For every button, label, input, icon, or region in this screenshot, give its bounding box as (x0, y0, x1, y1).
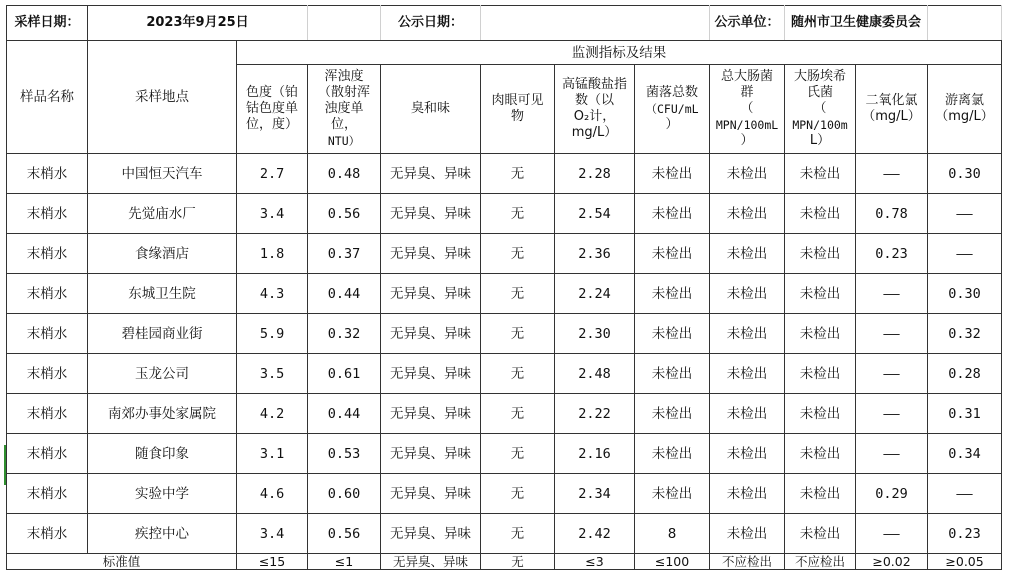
cell-location: 先觉庙水厂 (88, 194, 237, 234)
table-row (7, 434, 1002, 474)
cell-free-chlorine: 0.28 (928, 354, 1002, 394)
header-line: 二氧化氯 (865, 93, 918, 108)
cell-sample-name: 末梢水 (7, 474, 88, 514)
cell-permanganate: 2.36 (555, 234, 635, 274)
col-turbidity (308, 65, 381, 154)
cell-turbidity: 0.56 (308, 194, 381, 234)
cell-colonies: 未检出 (635, 154, 710, 194)
col-chlorine-dioxide (856, 65, 928, 154)
cell-sample-name: 末梢水 (7, 434, 88, 474)
standard-color: ≤15 (237, 554, 308, 570)
table-row (7, 194, 1002, 234)
cell-sample-name: 末梢水 (7, 194, 88, 234)
cell-visible: 无 (481, 274, 555, 314)
header-line: 大肠埃希 (794, 69, 847, 84)
table-row (7, 274, 1002, 314)
group-title: 监测指标及结果 (237, 41, 1002, 65)
cell-odor: 无异臭、异味 (381, 474, 481, 514)
cell-visible: 无 (481, 474, 555, 514)
cell-colonies: 未检出 (635, 354, 710, 394)
cell-permanganate: 2.34 (555, 474, 635, 514)
cell-total-coliform: 未检出 (710, 314, 785, 354)
cell-odor: 无异臭、异味 (381, 514, 481, 554)
col-permanganate (555, 65, 635, 154)
cell-total-coliform: 未检出 (710, 514, 785, 554)
standard-label: 标准值 (7, 554, 237, 570)
cell-chlorine-dioxide: —— (856, 394, 928, 434)
standard-ecoli: 不应检出 (785, 554, 856, 570)
cell-location: 随食印象 (88, 434, 237, 474)
cell-odor: 无异臭、异味 (381, 154, 481, 194)
cell-colonies: 未检出 (635, 474, 710, 514)
cell-ecoli: 未检出 (785, 314, 856, 354)
cell-location: 碧桂园商业街 (88, 314, 237, 354)
cell-free-chlorine: 0.30 (928, 274, 1002, 314)
cell-odor: 无异臭、异味 (381, 234, 481, 274)
col-color (237, 65, 308, 154)
cell-location: 疾控中心 (88, 514, 237, 554)
cell-ecoli: 未检出 (785, 394, 856, 434)
cell-sample-name: 末梢水 (7, 354, 88, 394)
cell-ecoli: 未检出 (785, 354, 856, 394)
cell-colonies: 未检出 (635, 434, 710, 474)
col-odor: 臭和味 (381, 65, 481, 154)
cell-total-coliform: 未检出 (710, 154, 785, 194)
standard-permanganate: ≤3 (555, 554, 635, 570)
table-row (7, 514, 1002, 554)
cell-turbidity: 0.61 (308, 354, 381, 394)
col-colonies (635, 65, 710, 154)
cell-odor: 无异臭、异味 (381, 274, 481, 314)
cell-total-coliform: 未检出 (710, 354, 785, 394)
col-free-chlorine (928, 65, 1002, 154)
col-total-coliform (710, 65, 785, 154)
header-line: （CFU/mL (645, 102, 699, 116)
cell-visible: 无 (481, 354, 555, 394)
cell-visible: 无 (481, 194, 555, 234)
cell-total-coliform: 未检出 (710, 194, 785, 234)
cell-sample-name: 末梢水 (7, 314, 88, 354)
header-line: 游离氯 (945, 93, 985, 108)
cell-colonies: 未检出 (635, 194, 710, 234)
cell-turbidity: 0.37 (308, 234, 381, 274)
header-line: 位， (331, 117, 358, 132)
table-row (7, 474, 1002, 514)
cell-odor: 无异臭、异味 (381, 354, 481, 394)
cell-turbidity: 0.32 (308, 314, 381, 354)
header-line: 浑浊度 (324, 69, 364, 84)
header-line: L） (809, 133, 831, 148)
cell-free-chlorine: 0.32 (928, 314, 1002, 354)
header-line: mg/L） (571, 125, 618, 140)
table-row (7, 314, 1002, 354)
cell-turbidity: 0.60 (308, 474, 381, 514)
sample-date-value: 2023年9月25日 (88, 6, 308, 41)
cell-free-chlorine: 0.23 (928, 514, 1002, 554)
header-line: 肉眼可见 (491, 93, 544, 108)
cell-permanganate: 2.54 (555, 194, 635, 234)
cell-odor: 无异臭、异味 (381, 434, 481, 474)
header-line: 物 (511, 109, 525, 124)
col-sample-name: 样品名称 (7, 41, 88, 154)
cell-location: 南郊办事处家属院 (88, 394, 237, 434)
table-row (7, 354, 1002, 394)
cell-color: 5.9 (237, 314, 308, 354)
cell-free-chlorine: —— (928, 234, 1002, 274)
header-line: O₂计， (573, 109, 616, 124)
cell-permanganate: 2.16 (555, 434, 635, 474)
cell-ecoli: 未检出 (785, 194, 856, 234)
cell-free-chlorine: —— (928, 194, 1002, 234)
blank-cell (308, 6, 381, 41)
cell-total-coliform: 未检出 (710, 434, 785, 474)
header-line: 总大肠菌 (721, 69, 774, 84)
cell-visible: 无 (481, 514, 555, 554)
header-line: 数（以 (575, 93, 615, 108)
header-line: MPN/100m (792, 118, 848, 132)
publish-unit-label: 公示单位： (710, 6, 785, 41)
cell-total-coliform: 未检出 (710, 394, 785, 434)
cell-ecoli: 未检出 (785, 434, 856, 474)
cell-permanganate: 2.48 (555, 354, 635, 394)
cell-permanganate: 2.28 (555, 154, 635, 194)
cell-sample-name: 末梢水 (7, 154, 88, 194)
header-line: ） (665, 117, 679, 132)
cell-color: 3.4 (237, 194, 308, 234)
header-line: （ (740, 101, 754, 116)
group-header-row (7, 41, 1002, 65)
cell-chlorine-dioxide: —— (856, 354, 928, 394)
header-line: 位，度） (246, 117, 299, 132)
cell-free-chlorine: 0.34 (928, 434, 1002, 474)
cell-location: 东城卫生院 (88, 274, 237, 314)
cell-sample-name: 末梢水 (7, 394, 88, 434)
cell-chlorine-dioxide: 0.23 (856, 234, 928, 274)
cell-ecoli: 未检出 (785, 234, 856, 274)
col-sample-location: 采样地点 (88, 41, 237, 154)
header-info-row (7, 6, 1002, 41)
cell-visible: 无 (481, 314, 555, 354)
blank-cell (928, 6, 1002, 41)
sample-date-label: 采样日期： (7, 6, 88, 41)
cell-odor: 无异臭、异味 (381, 394, 481, 434)
header-line: 氏菌 (807, 85, 834, 100)
cell-location: 中国恒天汽车 (88, 154, 237, 194)
publish-date-label: 公示日期： (381, 6, 481, 41)
cell-chlorine-dioxide: —— (856, 314, 928, 354)
cell-permanganate: 2.42 (555, 514, 635, 554)
cell-free-chlorine: 0.31 (928, 394, 1002, 434)
header-line: 浊度单 (324, 101, 364, 116)
standard-chlorine-dioxide: ≥0.02 (856, 554, 928, 570)
cell-location: 玉龙公司 (88, 354, 237, 394)
cell-color: 4.6 (237, 474, 308, 514)
cell-chlorine-dioxide: —— (856, 434, 928, 474)
header-line: 色度（铂 (246, 85, 299, 100)
cell-chlorine-dioxide: —— (856, 154, 928, 194)
cell-odor: 无异臭、异味 (381, 314, 481, 354)
water-quality-table (6, 5, 1002, 570)
cell-sample-name: 末梢水 (7, 234, 88, 274)
cell-free-chlorine: 0.30 (928, 154, 1002, 194)
cell-color: 2.7 (237, 154, 308, 194)
table-row (7, 154, 1002, 194)
cell-color: 3.4 (237, 514, 308, 554)
cell-ecoli: 未检出 (785, 154, 856, 194)
header-line: 钴色度单 (246, 101, 299, 116)
standard-turbidity: ≤1 (308, 554, 381, 570)
cell-odor: 无异臭、异味 (381, 194, 481, 234)
cell-colonies: 未检出 (635, 274, 710, 314)
header-line: MPN/100mL (715, 118, 779, 132)
cell-permanganate: 2.30 (555, 314, 635, 354)
cell-color: 4.2 (237, 394, 308, 434)
cell-visible: 无 (481, 394, 555, 434)
cell-colonies: 未检出 (635, 314, 710, 354)
cell-turbidity: 0.44 (308, 274, 381, 314)
cell-colonies: 未检出 (635, 394, 710, 434)
standard-row (7, 554, 1002, 570)
cell-sample-name: 末梢水 (7, 514, 88, 554)
cell-chlorine-dioxide: 0.78 (856, 194, 928, 234)
publish-unit-value: 随州市卫生健康委员会 (785, 6, 928, 41)
header-line: ） (740, 133, 754, 148)
cell-turbidity: 0.56 (308, 514, 381, 554)
cell-location: 食缘酒店 (88, 234, 237, 274)
cell-turbidity: 0.44 (308, 394, 381, 434)
cell-turbidity: 0.53 (308, 434, 381, 474)
header-line: 高锰酸盐指 (562, 77, 628, 92)
cell-visible: 无 (481, 234, 555, 274)
cell-permanganate: 2.22 (555, 394, 635, 434)
cell-total-coliform: 未检出 (710, 474, 785, 514)
cell-color: 3.1 (237, 434, 308, 474)
header-line: 群 (740, 85, 754, 100)
cell-location: 实验中学 (88, 474, 237, 514)
cell-colonies: 8 (635, 514, 710, 554)
cell-color: 3.5 (237, 354, 308, 394)
header-line: （mg/L） (862, 109, 921, 124)
standard-colonies: ≤100 (635, 554, 710, 570)
standard-total-coliform: 不应检出 (710, 554, 785, 570)
table-row (7, 234, 1002, 274)
header-line: （mg/L） (935, 109, 994, 124)
table-row (7, 394, 1002, 434)
standard-odor: 无异臭、异味 (381, 554, 481, 570)
cell-visible: 无 (481, 434, 555, 474)
cell-colonies: 未检出 (635, 234, 710, 274)
cell-visible: 无 (481, 154, 555, 194)
header-line: 菌落总数 (646, 85, 699, 100)
standard-visible: 无 (481, 554, 555, 570)
cell-chlorine-dioxide: 0.29 (856, 474, 928, 514)
header-line: （ (813, 101, 827, 116)
cell-free-chlorine: —— (928, 474, 1002, 514)
col-visible (481, 65, 555, 154)
header-line: NTU） (327, 134, 361, 148)
cell-color: 1.8 (237, 234, 308, 274)
col-ecoli (785, 65, 856, 154)
header-line: （散射浑 (318, 85, 371, 100)
cell-chlorine-dioxide: —— (856, 514, 928, 554)
cell-chlorine-dioxide: —— (856, 274, 928, 314)
cell-ecoli: 未检出 (785, 474, 856, 514)
cell-sample-name: 末梢水 (7, 274, 88, 314)
cell-permanganate: 2.24 (555, 274, 635, 314)
cell-total-coliform: 未检出 (710, 234, 785, 274)
cell-ecoli: 未检出 (785, 274, 856, 314)
cell-total-coliform: 未检出 (710, 274, 785, 314)
cell-turbidity: 0.48 (308, 154, 381, 194)
standard-free-chlorine: ≥0.05 (928, 554, 1002, 570)
cell-ecoli: 未检出 (785, 514, 856, 554)
cell-color: 4.3 (237, 274, 308, 314)
publish-date-value (481, 6, 710, 41)
